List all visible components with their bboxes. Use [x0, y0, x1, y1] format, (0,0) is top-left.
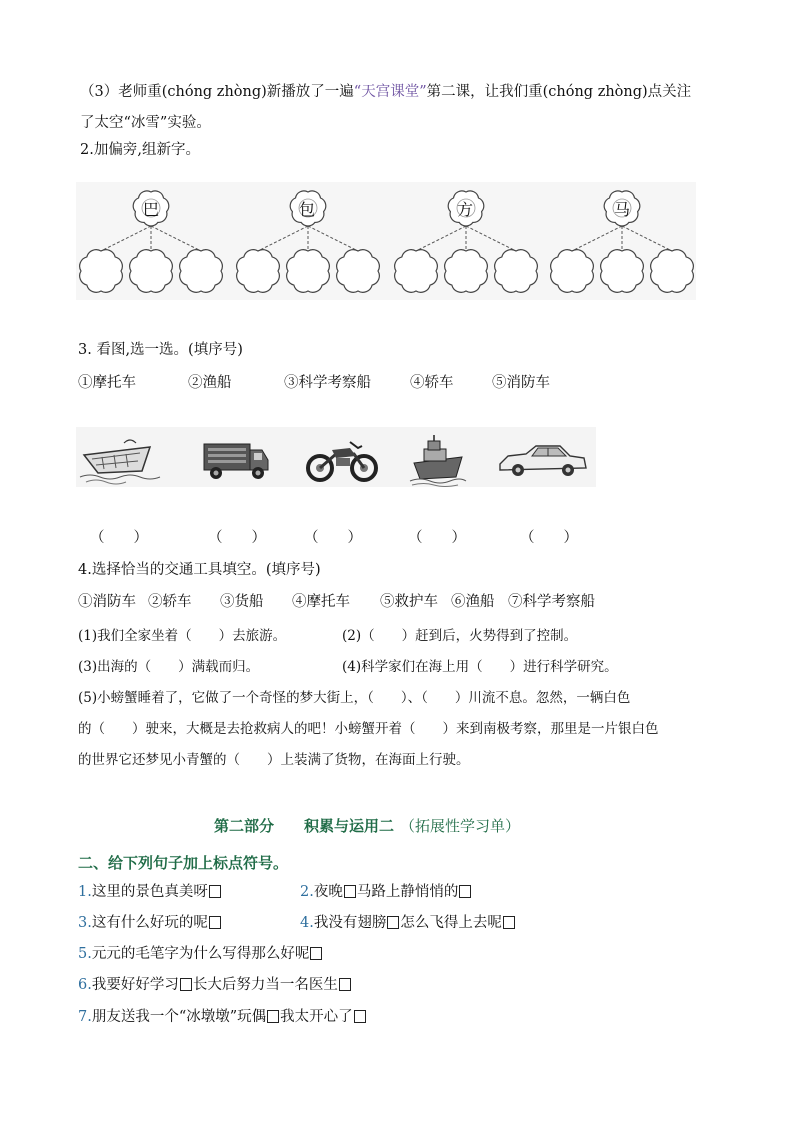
q4-sentence-3: (3)出海的（ ）满载而归。: [78, 659, 260, 675]
flower-char-1: 巴: [143, 200, 160, 219]
q3-blank-2[interactable]: （ ）: [208, 530, 266, 546]
answer-box[interactable]: [180, 978, 192, 991]
part2-heading: [214, 815, 520, 836]
answer-box[interactable]: [339, 978, 351, 991]
part2-heading-b: 积累与运用二: [304, 817, 395, 835]
answer-box[interactable]: [354, 1010, 366, 1023]
answer-box[interactable]: [387, 916, 399, 929]
item-text-a: 夜晚: [313, 884, 343, 900]
dashed-connector: [151, 226, 201, 251]
q3-option-1: ①摩托车: [78, 375, 136, 391]
q4-option-4: ④摩托车: [292, 594, 350, 610]
item-text: 这里的景色真美呀: [91, 884, 208, 900]
item-number: 3.: [78, 915, 92, 931]
q3-blank-1[interactable]: （ ）: [90, 530, 148, 546]
item-text: 元元的毛笔字为什么写得那么好呢: [91, 946, 310, 962]
answer-flower: [237, 250, 280, 293]
q3-blank-3[interactable]: （ ）: [304, 530, 362, 546]
note-3-suffix: 第二课，让我们重(chóng zhòng)点关注: [426, 84, 692, 100]
flower-char-3: 方: [457, 200, 474, 219]
answer-flower: [80, 250, 123, 293]
q4-sentence-1: (1)我们全家坐着（ ）去旅游。: [78, 628, 287, 644]
answer-flower: [287, 250, 330, 293]
ship-icon: [410, 433, 466, 487]
flower-char-4: 马: [614, 200, 631, 219]
item-number: 6.: [78, 977, 92, 993]
dashed-connector: [308, 226, 358, 251]
note-3-line2: 了太空“冰雪”实验。: [80, 115, 211, 131]
item-text-b: 我太开心了: [280, 1009, 353, 1025]
answer-box[interactable]: [209, 885, 221, 898]
q4-sentence-5-line3: 的世界它还梦见小青蟹的（ ）上装满了货物，在海面上行驶。: [78, 752, 470, 768]
q4-sentence-2: (2)（ ）赶到后，火势得到了控制。: [342, 628, 578, 644]
q3-option-5: ⑤消防车: [492, 375, 550, 391]
punct-item-2: [300, 882, 472, 902]
item-text-a: 我没有翅膀: [313, 915, 387, 931]
part2-heading-a: 第二部分: [214, 817, 275, 835]
q3-option-3: ③科学考察船: [284, 375, 371, 391]
punct-item-3: [78, 913, 222, 933]
answer-flower: [495, 250, 538, 293]
q4-option-5: ⑤救护车: [380, 594, 438, 610]
item-text-a: 我要好好学习: [91, 977, 179, 993]
punct-item-7: [78, 1007, 367, 1027]
q3-blank-4[interactable]: （ ）: [408, 530, 466, 546]
dashed-connector: [466, 226, 516, 251]
q4-option-3: ③货船: [220, 594, 264, 610]
answer-flower: [445, 250, 488, 293]
q4-option-6: ⑥渔船: [451, 594, 495, 610]
note-3-highlight: “天宫课堂”: [353, 84, 427, 100]
part2-section-title: 二、给下列句子加上标点符号。: [78, 854, 289, 872]
q2-title: 2.加偏旁,组新字。: [80, 142, 200, 158]
answer-flower: [130, 250, 173, 293]
answer-flower: [337, 250, 380, 293]
punct-item-6: [78, 975, 352, 995]
dashed-connector: [101, 226, 151, 251]
item-number: 5.: [78, 946, 92, 962]
dashed-connector: [622, 226, 672, 251]
motorcycle-icon: [306, 434, 378, 484]
answer-flower: [651, 250, 694, 293]
punct-item-5: [78, 944, 323, 964]
car-icon: [496, 442, 588, 478]
q4-option-2: ②轿车: [148, 594, 192, 610]
q3-title: 3. 看图,选一选。(填序号): [78, 342, 243, 358]
item-text-b: 怎么飞得上去呢: [400, 915, 502, 931]
q4-sentence-5-line2: 的（ ）驶来，大概是去抢救病人的吧！小螃蟹开着（ ）来到南极考察，那里是一片银白色: [78, 721, 659, 737]
q3-option-4: ④轿车: [410, 375, 454, 391]
item-number: 4.: [300, 915, 314, 931]
item-text: 这有什么好玩的呢: [91, 915, 208, 931]
punct-item-4: [300, 913, 516, 933]
item-text-b: 长大后努力当一名医生: [192, 977, 338, 993]
fire-truck-icon: [200, 438, 272, 482]
q4-title: 4.选择恰当的交通工具填空。(填序号): [78, 562, 321, 578]
q4-option-1: ①消防车: [78, 594, 136, 610]
item-number: 1.: [78, 884, 92, 900]
answer-flower: [601, 250, 644, 293]
answer-box[interactable]: [310, 947, 322, 960]
part2-heading-c: （拓展性学习单）: [400, 817, 521, 835]
item-number: 2.: [300, 884, 314, 900]
answer-box[interactable]: [344, 885, 356, 898]
dashed-connector: [258, 226, 308, 251]
answer-box[interactable]: [267, 1010, 279, 1023]
answer-box[interactable]: [459, 885, 471, 898]
item-text-a: 朋友送我一个“冰墩墩”玩偶: [91, 1009, 267, 1025]
answer-flower: [180, 250, 223, 293]
answer-flower: [395, 250, 438, 293]
answer-box[interactable]: [209, 916, 221, 929]
q4-option-7: ⑦科学考察船: [508, 594, 595, 610]
q3-option-2: ②渔船: [188, 375, 232, 391]
q4-sentence-4: (4)科学家们在海上用（ ）进行科学研究。: [342, 659, 618, 675]
q3-blank-5[interactable]: （ ）: [520, 530, 578, 546]
item-number: 7.: [78, 1009, 92, 1025]
punct-item-1: [78, 882, 222, 902]
boat-icon: [80, 433, 160, 485]
answer-box[interactable]: [503, 916, 515, 929]
dashed-connector: [572, 226, 622, 251]
note-3-prefix: （3）老师重(chóng zhòng)新播放了一遍: [80, 84, 354, 100]
q4-sentence-5-line1: (5)小螃蟹睡着了，它做了一个奇怪的梦大街上，（ ）、（ ）川流不息。忽然，一辆白色: [78, 690, 631, 706]
answer-flower: [551, 250, 594, 293]
flower-char-2: 包: [299, 200, 316, 219]
dashed-connector: [416, 226, 466, 251]
item-text-b: 马路上静悄悄的: [356, 884, 459, 900]
